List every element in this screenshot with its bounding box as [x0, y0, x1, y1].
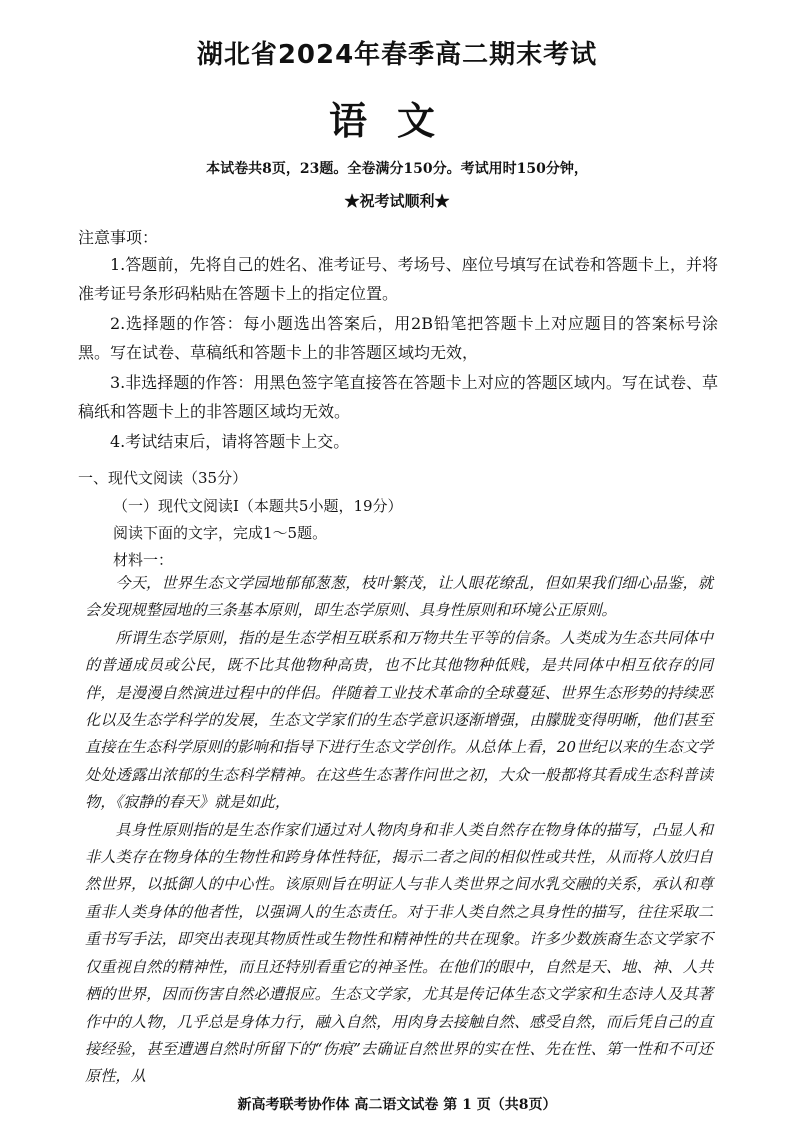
passage-paragraph: 今天，世界生态文学园地郁郁葱葱，枝叶繁茂，让人眼花缭乱，但如果我们细心品鉴，就会发现规整园地的三条基本原则，即生态学原则、具身性原则和环境公正原则。 [85, 574, 713, 620]
good-luck-line: ★祝考试顺利★ [344, 192, 450, 210]
notice-item: 4.考试结束后，请将答题卡上交。 [110, 432, 350, 451]
notice-list [78, 250, 718, 457]
passage-paragraph: 所谓生态学原则，指的是生态学相互联系和万物共生平等的信条。人类成为生态共同体中的普通成员或公民，既不比其他物种高贵，也不比其他物种低贱，是共同体中相互依存的同伴，是漫漫自然演进过程中的伴侣。伴随着工业技术革命的全球蔓延、世界生态形势的持续恶化以及生态学科学的发展，生态文学家们的生态学意识逐渐增强，由朦胧变得明晰，他们甚至直接在生态科学原则的影响和指导下进行生态文学创作。从总体上看，20世纪以来的生态文学处处透露出浓郁的生态科学精神。在这些生态著作问世之初，大众一般都将其看成生态科普读物，《寂静的春天》就是如此， [85, 628, 713, 812]
page-footer: 新高考联考协作体 高二语文试卷 第 1 页（共8页） [237, 1097, 557, 1113]
notice-item: 1.答题前，先将自己的姓名、准考证号、考场号、座位号填写在试卷和答题卡上，并将准考证号条形码粘贴在答题卡上的指定位置。 [78, 255, 718, 303]
exam-info: 本试卷共8页，23题。全卷满分150分。考试用时150分钟， [206, 161, 588, 177]
exam-title: 湖北省2024年春季高二期末考试 [196, 40, 598, 70]
passage-paragraph: 具身性原则指的是生态作家们通过对人物肉身和非人类自然存在物身体的描写，凸显人和非人类存在物身体的生物性和跨身体性特征，揭示二者之间的相似性或共性，从而将人放归自然世界，以抵御人的中心性。该原则旨在明证人与非人类世界之间水乳交融的关系，承认和尊重非人类身体的他者性，以强调人的生态责任。对于非人类自然之具身性的描写，往往采取二重书写手法，即突出表现其物质性或生物性和精神性的共在现象。许多少数族裔生态文学家不仅重视自然的精神性，而且还特别看重它的神圣性。在他们的眼中，自然是天、地、神、人共栖的世界，因而伤害自然必遭报应。生态文学家，尤其是传记体生态文学家和生态诗人及其著作中的人物，几乎总是身体力行，融入自然，用肉身去接触自然、感受自然，而后凭自己的直接经验，甚至遭遇自然时所留下的“伤痕”去确证自然世界的实在性、先在性、第一性和不可还原性，从 [85, 820, 713, 1086]
reading-instruction: 阅读下面的文字，完成1～5题。 [113, 524, 328, 542]
material-label: 材料一： [113, 551, 174, 569]
reading-passage [85, 570, 713, 1091]
notice-item: 3.非选择题的作答：用黑色签字笔直接答在答题卡上对应的答题区域内。写在试卷、草稿纸和答题卡上的非答题区域均无效。 [78, 373, 718, 421]
subsection-heading: （一）现代文阅读Ⅰ（本题共5小题，19分） [113, 497, 403, 515]
section-heading: 一、现代文阅读（35分） [78, 469, 248, 487]
notice-heading: 注意事项： [78, 228, 159, 247]
notice-item: 2.选择题的作答：每小题选出答案后，用2B铅笔把答题卡上对应题目的答案标号涂黑。写在试卷、草稿纸和答题卡上的非答题区域均无效， [78, 314, 718, 362]
subject-title: 语文 [328, 99, 465, 143]
